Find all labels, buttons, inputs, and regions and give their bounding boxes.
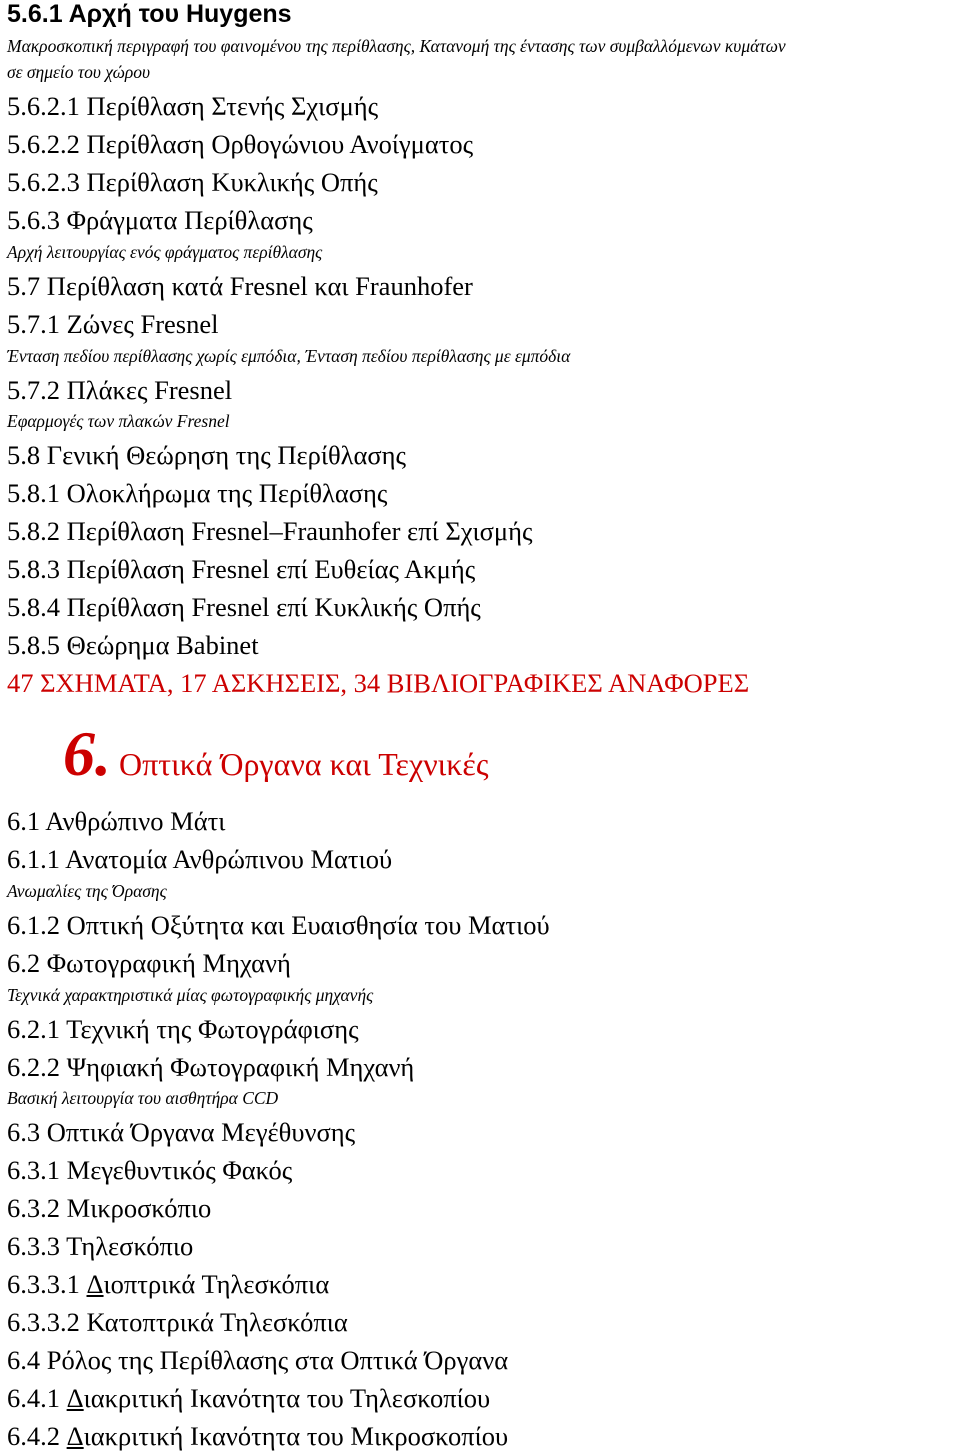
toc-entry: 5.6.2.2 Περίθλαση Ορθογώνιου Ανοίγματος <box>7 129 474 159</box>
toc-entry <box>7 1423 508 1450</box>
toc-entry: 5.8.1 Ολοκλήρωμα της Περίθλασης <box>7 478 388 508</box>
toc-entry: 5.6.1 Αρχή του Huygens <box>7 0 292 28</box>
toc-entry: 6.3.3.2 Κατοπτρικά Τηλεσκόπια <box>7 1307 348 1337</box>
toc-entry: 5.6.2.1 Περίθλαση Στενής Σχισμής <box>7 91 379 121</box>
chapter-stats: 47 ΣΧΗΜΑΤΑ, 17 ΑΣΚΗΣΕΙΣ, 34 ΒΙΒΛΙΟΓΡΑΦΙΚΕΣ ΑΝΑΦΟΡΕΣ <box>7 668 750 698</box>
toc-entry-number: 6.3.3.1 <box>7 1269 80 1299</box>
toc-entry-text: ιακριτική Ικανότητα του Μικροσκοπίου <box>83 1421 509 1451</box>
toc-entry-initial: Δ <box>86 1269 104 1299</box>
toc-entry: 6.2 Φωτογραφική Μηχανή <box>7 948 291 978</box>
chapter-heading <box>63 718 489 789</box>
toc-entry: 5.7.1 Ζώνες Fresnel <box>7 309 219 339</box>
toc-entry-description: Ένταση πεδίου περίθλασης χωρίς εμπόδια, Ένταση πεδίου περίθλασης με εμπόδια <box>7 346 571 366</box>
toc-entry: 6.1 Ανθρώπινο Μάτι <box>7 806 226 836</box>
chapter-number: 6. <box>63 718 111 789</box>
toc-entry: 5.6.2.3 Περίθλαση Κυκλικής Οπής <box>7 167 378 197</box>
toc-entry-initial: Δ <box>66 1421 84 1451</box>
toc-entry: 5.8.2 Περίθλαση Fresnel–Fraunhofer επί Σχισμής <box>7 516 533 546</box>
toc-entry: 5.6.3 Φράγματα Περίθλασης <box>7 205 313 235</box>
toc-entry: 5.8.4 Περίθλαση Fresnel επί Κυκλικής Οπής <box>7 592 481 622</box>
toc-entry: 5.8 Γενική Θεώρηση της Περίθλασης <box>7 440 407 470</box>
toc-entry <box>7 1385 490 1412</box>
toc-entry: 6.3.2 Μικροσκόπιο <box>7 1193 212 1223</box>
toc-entry: 6.3 Οπτικά Όργανα Μεγέθυνσης <box>7 1117 356 1147</box>
toc-entry: 6.1.1 Ανατομία Ανθρώπινου Ματιού <box>7 844 393 874</box>
toc-entry-description: σε σημείο του χώρου <box>7 62 151 82</box>
toc-entry: 5.7.2 Πλάκες Fresnel <box>7 375 233 405</box>
toc-entry-description: Τεχνικά χαρακτηριστικά μίας φωτογραφικής μηχανής <box>7 985 374 1005</box>
toc-entry: 6.2.2 Ψηφιακή Φωτογραφική Μηχανή <box>7 1052 415 1082</box>
toc-entry-text: ιοπτρικά Τηλεσκόπια <box>103 1269 330 1299</box>
toc-entry: 6.3.3 Τηλεσκόπιο <box>7 1231 194 1261</box>
toc-entry-description: Μακροσκοπική περιγραφή του φαινομένου της περίθλασης, Κατανομή της έντασης των συμβαλλόμενων κυμάτων <box>7 36 786 56</box>
toc-entry-description: Εφαρμογές των πλακών Fresnel <box>7 411 230 431</box>
toc-entry-text: ιακριτική Ικανότητα του Τηλεσκοπίου <box>83 1383 491 1413</box>
toc-entry: 6.4 Ρόλος της Περίθλασης στα Οπτικά Όργανα <box>7 1345 509 1375</box>
chapter-title: Οπτικά Όργανα και Τεχνικές <box>119 746 489 782</box>
toc-entry: 6.1.2 Οπτική Οξύτητα και Ευαισθησία του Ματιού <box>7 910 550 940</box>
toc-entry: 5.8.5 Θεώρημα Babinet <box>7 630 259 660</box>
toc-entry: 5.7 Περίθλαση κατά Fresnel και Fraunhofer <box>7 271 473 301</box>
toc-entry: 6.3.1 Μεγεθυντικός Φακός <box>7 1155 293 1185</box>
toc-entry-number: 6.4.2 <box>7 1421 60 1451</box>
toc-entry-number: 6.4.1 <box>7 1383 60 1413</box>
toc-entry-description: Αρχή λειτουργίας ενός φράγματος περίθλασης <box>7 242 323 262</box>
toc-entry-description: Ανωμαλίες της Όρασης <box>7 881 167 901</box>
toc-entry <box>7 1271 329 1298</box>
toc-entry: 5.8.3 Περίθλαση Fresnel επί Ευθείας Ακμής <box>7 554 476 584</box>
toc-entry: 6.2.1 Τεχνική της Φωτογράφισης <box>7 1014 359 1044</box>
toc-entry-initial: Δ <box>66 1383 84 1413</box>
toc-entry-description: Βασική λειτουργία του αισθητήρα CCD <box>7 1088 279 1108</box>
